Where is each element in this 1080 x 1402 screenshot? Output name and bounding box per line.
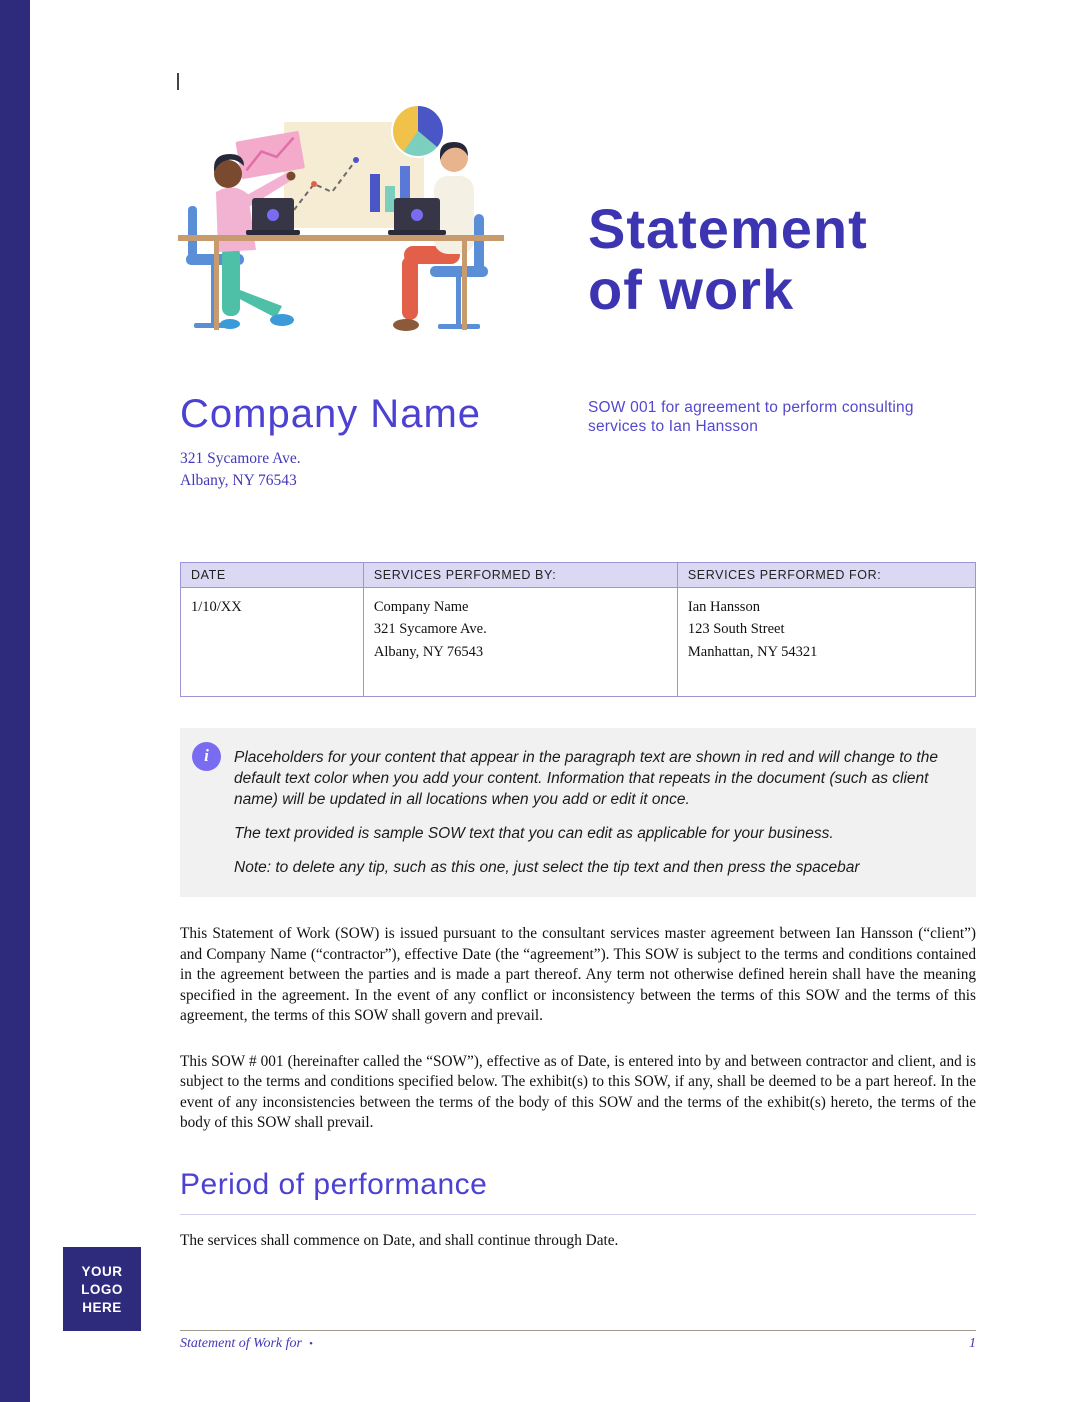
performed-for-line: Ian Hansson	[687, 599, 760, 615]
pie-chart-graphic	[392, 105, 444, 157]
company-address-line2: Albany, NY 76543	[180, 472, 297, 489]
company-address	[180, 448, 301, 492]
cell-performed-for	[677, 588, 975, 697]
company-name: Company Name	[180, 392, 482, 436]
person-left	[214, 154, 296, 329]
tip-box	[180, 728, 976, 897]
footer-title: Statement of Work for	[180, 1336, 302, 1351]
footer-bullet: •	[308, 1338, 313, 1350]
period-of-performance-paragraph: The services shall commence on Date, and shall continue through Date.	[180, 1231, 619, 1249]
section-heading-period-of-performance: Period of performance	[180, 1168, 976, 1215]
performed-by-line: Company Name	[373, 599, 469, 615]
company-address-line1: 321 Sycamore Ave.	[180, 450, 301, 467]
document-title	[588, 198, 868, 320]
services-table-header-row	[181, 563, 976, 588]
logo-line: HERE	[82, 1299, 122, 1315]
services-table	[180, 562, 976, 697]
performed-for-line: 123 South Street	[687, 621, 785, 638]
text-cursor	[177, 73, 179, 90]
cell-date: 1/10/XX	[181, 588, 364, 697]
page-footer	[180, 1330, 976, 1352]
cell-performed-by	[363, 588, 677, 697]
body-paragraph-2: This SOW # 001 (hereinafter called the “SOW”), effective as of Date, is entered into by and between contractor and client, and is subject to the terms and conditions specified below. The exhibit(s) to this SOW, if any, shall be deemed to be a part hereof. In the event of any inconsistencies between the terms of the body of this SOW and the terms of the exhibit(s) hereto, the terms of the body of this SOW shall prevail.	[180, 1052, 976, 1131]
footer-left	[180, 1336, 313, 1352]
tip-paragraph: Note: to delete any tip, such as this one, just select the tip text and then press the spacebar	[234, 858, 860, 876]
tip-paragraph: Placeholders for your content that appear in the paragraph text are shown in red and will change to the default text color when you add your content. Information that repeats in the document (such as client name) will be updated in all locations when you add or edit it once.	[234, 749, 938, 808]
logo-line: YOUR	[81, 1263, 123, 1279]
footer-page-number: 1	[969, 1336, 976, 1351]
laptop-left-icon	[246, 198, 300, 235]
team-illustration	[178, 98, 508, 343]
performed-by-line: 321 Sycamore Ave.	[373, 621, 487, 638]
logo-placeholder[interactable]	[63, 1247, 141, 1331]
document-title-line1: Statement	[588, 197, 868, 260]
table-header-performed-for: SERVICES PERFORMED FOR:	[677, 563, 975, 588]
logo-line: LOGO	[81, 1281, 123, 1297]
document-body	[180, 924, 976, 1250]
document-title-line2: of work	[588, 258, 795, 321]
table-header-date: DATE	[181, 563, 364, 588]
tip-paragraph: The text provided is sample SOW text that you can edit as applicable for your business.	[234, 824, 834, 842]
performed-for-line: Manhattan, NY 54321	[687, 643, 818, 660]
table-header-performed-by: SERVICES PERFORMED BY:	[363, 563, 677, 588]
left-accent-bar	[0, 0, 30, 1402]
body-paragraph-1: This Statement of Work (SOW) is issued pursuant to the consultant services master agreement between Ian Hansson (“client”) and Company Name (“contractor”), effective Date (the “agreement”). This SOW is subject to the terms and conditions contained in the agreement between the parties and is made a part thereof. Any term not otherwise defined herein shall have the meaning specified in the agreement. In the event of any conflict or inconsistency between the terms of this SOW and the terms of this agreement, the terms of this SOW shall govern and prevail.	[180, 925, 976, 1024]
performed-by-line: Albany, NY 76543	[373, 643, 484, 660]
info-icon: i	[192, 742, 221, 771]
table-row	[181, 588, 976, 697]
sow-reference: SOW 001 for agreement to perform consulting services to Ian Hansson	[588, 399, 914, 435]
laptop-right-icon	[388, 198, 446, 235]
